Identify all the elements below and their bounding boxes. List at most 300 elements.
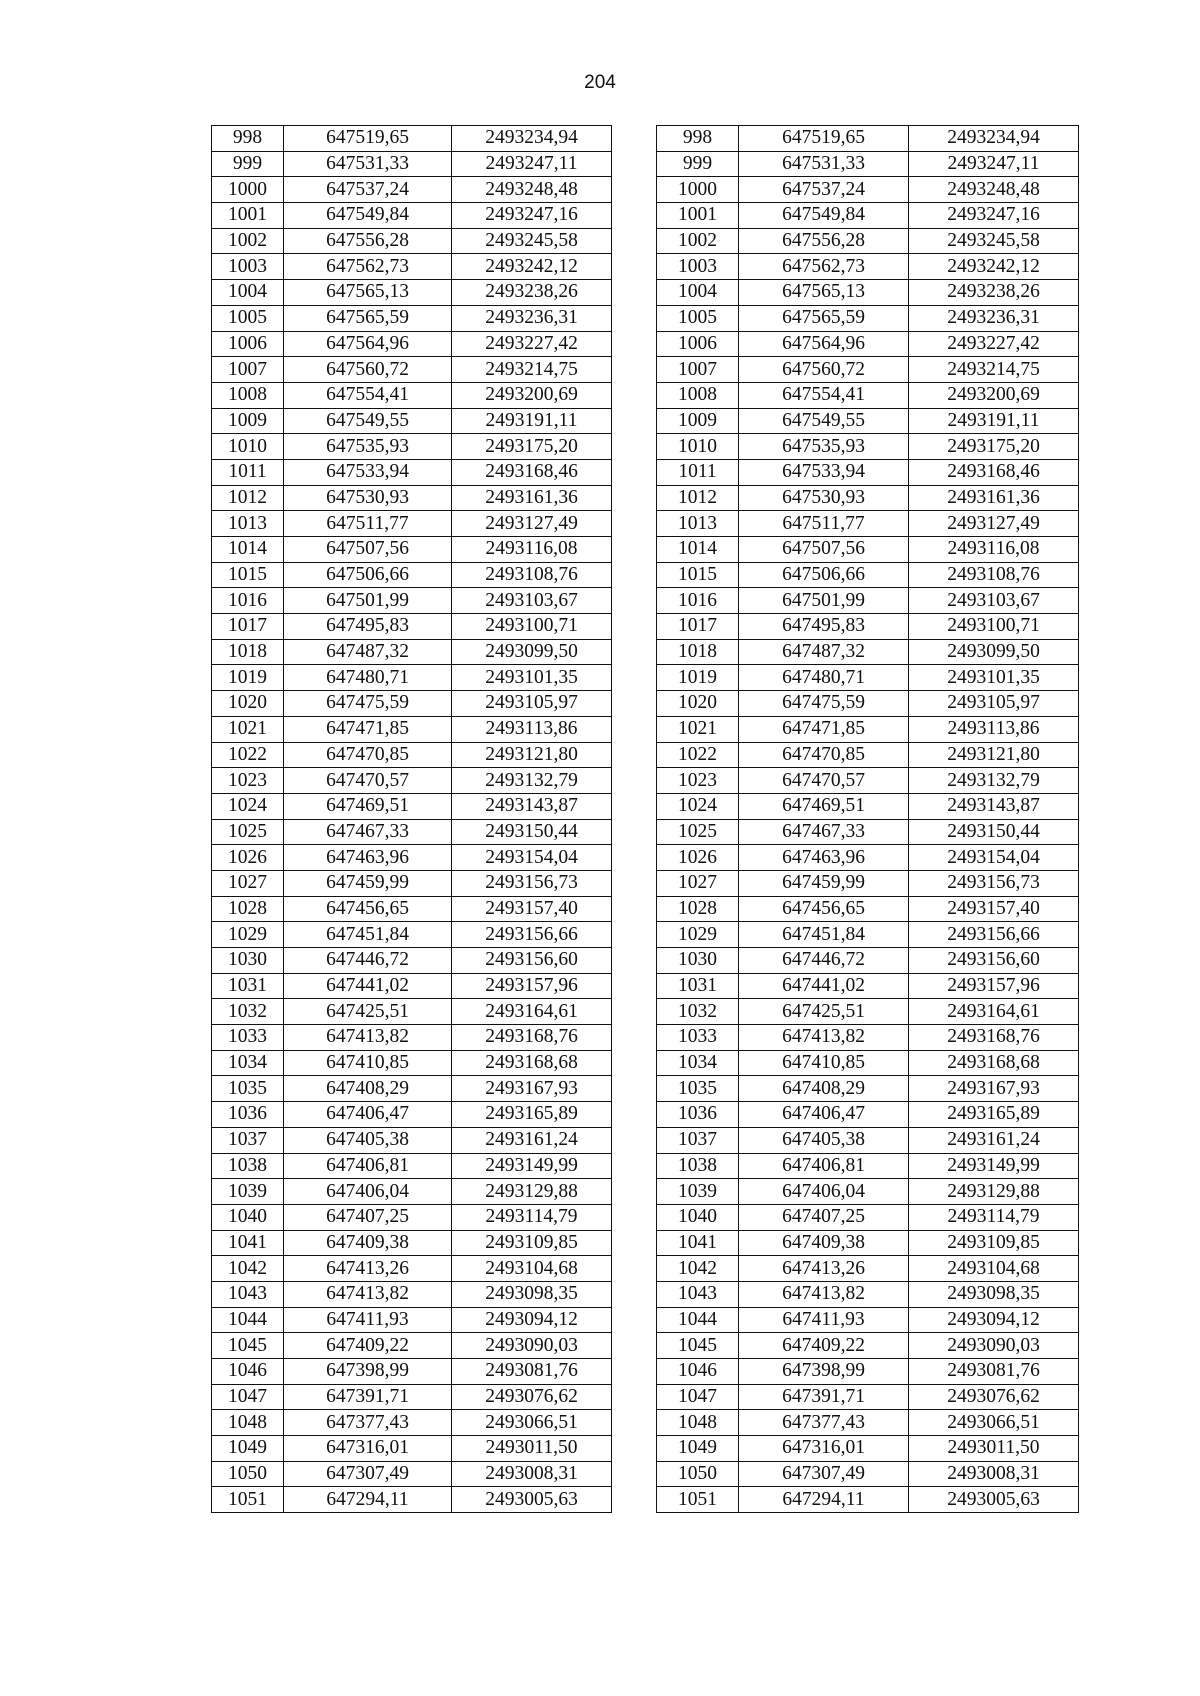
left-point-number-cell: 1049 xyxy=(212,1436,284,1462)
right-point-number-cell: 1032 xyxy=(657,999,739,1025)
left-point-number-cell: 1043 xyxy=(212,1281,284,1307)
left-y-coordinate-cell: 2493247,16 xyxy=(452,203,612,229)
right-y-coordinate-cell: 2493168,46 xyxy=(909,459,1079,485)
left-y-coordinate-cell: 2493076,62 xyxy=(452,1384,612,1410)
left-x-coordinate-cell: 647294,11 xyxy=(284,1487,452,1513)
column-gap xyxy=(612,382,657,408)
left-x-coordinate-cell: 647565,13 xyxy=(284,280,452,306)
left-y-coordinate-cell: 2493157,40 xyxy=(452,896,612,922)
left-y-coordinate-cell: 2493105,97 xyxy=(452,691,612,717)
left-point-number-cell: 1048 xyxy=(212,1410,284,1436)
right-x-coordinate-cell: 647405,38 xyxy=(739,1127,909,1153)
table-row xyxy=(212,1281,1079,1307)
left-point-number-cell: 1039 xyxy=(212,1179,284,1205)
left-y-coordinate-cell: 2493127,49 xyxy=(452,511,612,537)
left-y-coordinate-cell: 2493214,75 xyxy=(452,357,612,383)
left-y-coordinate-cell: 2493234,94 xyxy=(452,126,612,152)
left-x-coordinate-cell: 647316,01 xyxy=(284,1436,452,1462)
right-point-number-cell: 1049 xyxy=(657,1436,739,1462)
right-x-coordinate-cell: 647294,11 xyxy=(739,1487,909,1513)
left-point-number-cell: 1035 xyxy=(212,1076,284,1102)
left-y-coordinate-cell: 2493168,68 xyxy=(452,1050,612,1076)
left-y-coordinate-cell: 2493132,79 xyxy=(452,768,612,794)
column-gap xyxy=(612,1076,657,1102)
table-row xyxy=(212,1230,1079,1256)
left-y-coordinate-cell: 2493150,44 xyxy=(452,819,612,845)
right-point-number-cell: 1007 xyxy=(657,357,739,383)
table-row xyxy=(212,588,1079,614)
left-x-coordinate-cell: 647377,43 xyxy=(284,1410,452,1436)
left-x-coordinate-cell: 647471,85 xyxy=(284,716,452,742)
right-y-coordinate-cell: 2493156,60 xyxy=(909,948,1079,974)
left-y-coordinate-cell: 2493200,69 xyxy=(452,382,612,408)
right-y-coordinate-cell: 2493238,26 xyxy=(909,280,1079,306)
table-row xyxy=(212,331,1079,357)
left-y-coordinate-cell: 2493143,87 xyxy=(452,793,612,819)
column-gap xyxy=(612,126,657,152)
right-y-coordinate-cell: 2493200,69 xyxy=(909,382,1079,408)
table-row xyxy=(212,870,1079,896)
left-point-number-cell: 1026 xyxy=(212,845,284,871)
column-gap xyxy=(612,305,657,331)
right-point-number-cell: 1044 xyxy=(657,1307,739,1333)
right-y-coordinate-cell: 2493247,11 xyxy=(909,151,1079,177)
table-row xyxy=(212,305,1079,331)
right-y-coordinate-cell: 2493247,16 xyxy=(909,203,1079,229)
left-x-coordinate-cell: 647406,81 xyxy=(284,1153,452,1179)
left-y-coordinate-cell: 2493081,76 xyxy=(452,1359,612,1385)
left-point-number-cell: 1034 xyxy=(212,1050,284,1076)
left-point-number-cell: 1029 xyxy=(212,922,284,948)
right-x-coordinate-cell: 647456,65 xyxy=(739,896,909,922)
left-x-coordinate-cell: 647511,77 xyxy=(284,511,452,537)
right-x-coordinate-cell: 647408,29 xyxy=(739,1076,909,1102)
right-x-coordinate-cell: 647554,41 xyxy=(739,382,909,408)
column-gap xyxy=(612,228,657,254)
left-x-coordinate-cell: 647391,71 xyxy=(284,1384,452,1410)
left-point-number-cell: 1025 xyxy=(212,819,284,845)
right-x-coordinate-cell: 647413,82 xyxy=(739,1025,909,1051)
column-gap xyxy=(612,151,657,177)
left-point-number-cell: 1009 xyxy=(212,408,284,434)
right-point-number-cell: 1018 xyxy=(657,639,739,665)
right-point-number-cell: 1034 xyxy=(657,1050,739,1076)
left-x-coordinate-cell: 647554,41 xyxy=(284,382,452,408)
left-y-coordinate-cell: 2493101,35 xyxy=(452,665,612,691)
table-row xyxy=(212,768,1079,794)
left-x-coordinate-cell: 647480,71 xyxy=(284,665,452,691)
table-row xyxy=(212,665,1079,691)
right-x-coordinate-cell: 647413,26 xyxy=(739,1256,909,1282)
right-y-coordinate-cell: 2493214,75 xyxy=(909,357,1079,383)
right-x-coordinate-cell: 647441,02 xyxy=(739,973,909,999)
right-point-number-cell: 1002 xyxy=(657,228,739,254)
left-x-coordinate-cell: 647467,33 xyxy=(284,819,452,845)
table-row xyxy=(212,716,1079,742)
table-row xyxy=(212,1050,1079,1076)
right-x-coordinate-cell: 647398,99 xyxy=(739,1359,909,1385)
left-y-coordinate-cell: 2493011,50 xyxy=(452,1436,612,1462)
left-x-coordinate-cell: 647565,59 xyxy=(284,305,452,331)
column-gap xyxy=(612,1179,657,1205)
right-y-coordinate-cell: 2493066,51 xyxy=(909,1410,1079,1436)
column-gap xyxy=(612,280,657,306)
right-y-coordinate-cell: 2493234,94 xyxy=(909,126,1079,152)
column-gap xyxy=(612,1359,657,1385)
left-y-coordinate-cell: 2493149,99 xyxy=(452,1153,612,1179)
table-row xyxy=(212,1179,1079,1205)
right-x-coordinate-cell: 647556,28 xyxy=(739,228,909,254)
left-y-coordinate-cell: 2493066,51 xyxy=(452,1410,612,1436)
left-point-number-cell: 1007 xyxy=(212,357,284,383)
right-x-coordinate-cell: 647425,51 xyxy=(739,999,909,1025)
right-x-coordinate-cell: 647406,47 xyxy=(739,1102,909,1128)
left-y-coordinate-cell: 2493005,63 xyxy=(452,1487,612,1513)
table-row xyxy=(212,614,1079,640)
left-point-number-cell: 1050 xyxy=(212,1461,284,1487)
table-row xyxy=(212,845,1079,871)
left-point-number-cell: 1006 xyxy=(212,331,284,357)
table-row xyxy=(212,151,1079,177)
right-x-coordinate-cell: 647467,33 xyxy=(739,819,909,845)
left-x-coordinate-cell: 647549,55 xyxy=(284,408,452,434)
right-y-coordinate-cell: 2493168,68 xyxy=(909,1050,1079,1076)
column-gap xyxy=(612,1461,657,1487)
table-row xyxy=(212,999,1079,1025)
left-x-coordinate-cell: 647451,84 xyxy=(284,922,452,948)
column-gap xyxy=(612,408,657,434)
right-y-coordinate-cell: 2493104,68 xyxy=(909,1256,1079,1282)
right-point-number-cell: 1037 xyxy=(657,1127,739,1153)
left-y-coordinate-cell: 2493104,68 xyxy=(452,1256,612,1282)
left-x-coordinate-cell: 647406,04 xyxy=(284,1179,452,1205)
left-point-number-cell: 1037 xyxy=(212,1127,284,1153)
table-row xyxy=(212,1153,1079,1179)
left-y-coordinate-cell: 2493100,71 xyxy=(452,614,612,640)
right-x-coordinate-cell: 647565,59 xyxy=(739,305,909,331)
right-x-coordinate-cell: 647495,83 xyxy=(739,614,909,640)
right-x-coordinate-cell: 647446,72 xyxy=(739,948,909,974)
left-point-number-cell: 1021 xyxy=(212,716,284,742)
right-y-coordinate-cell: 2493132,79 xyxy=(909,768,1079,794)
column-gap xyxy=(612,434,657,460)
right-y-coordinate-cell: 2493103,67 xyxy=(909,588,1079,614)
right-y-coordinate-cell: 2493101,35 xyxy=(909,665,1079,691)
left-x-coordinate-cell: 647413,82 xyxy=(284,1281,452,1307)
left-x-coordinate-cell: 647425,51 xyxy=(284,999,452,1025)
left-y-coordinate-cell: 2493165,89 xyxy=(452,1102,612,1128)
left-point-number-cell: 1013 xyxy=(212,511,284,537)
right-x-coordinate-cell: 647533,94 xyxy=(739,459,909,485)
left-x-coordinate-cell: 647413,82 xyxy=(284,1025,452,1051)
table-row xyxy=(212,1333,1079,1359)
left-x-coordinate-cell: 647530,93 xyxy=(284,485,452,511)
left-point-number-cell: 1047 xyxy=(212,1384,284,1410)
right-y-coordinate-cell: 2493242,12 xyxy=(909,254,1079,280)
left-y-coordinate-cell: 2493168,46 xyxy=(452,459,612,485)
left-point-number-cell: 1011 xyxy=(212,459,284,485)
left-point-number-cell: 1030 xyxy=(212,948,284,974)
left-point-number-cell: 1044 xyxy=(212,1307,284,1333)
column-gap xyxy=(612,1050,657,1076)
right-x-coordinate-cell: 647560,72 xyxy=(739,357,909,383)
column-gap xyxy=(612,1256,657,1282)
right-x-coordinate-cell: 647470,85 xyxy=(739,742,909,768)
table-row xyxy=(212,819,1079,845)
column-gap xyxy=(612,357,657,383)
right-point-number-cell: 1016 xyxy=(657,588,739,614)
right-point-number-cell: 1003 xyxy=(657,254,739,280)
right-x-coordinate-cell: 647410,85 xyxy=(739,1050,909,1076)
right-point-number-cell: 1019 xyxy=(657,665,739,691)
right-point-number-cell: 1029 xyxy=(657,922,739,948)
right-point-number-cell: 1051 xyxy=(657,1487,739,1513)
table-row xyxy=(212,562,1079,588)
left-point-number-cell: 1046 xyxy=(212,1359,284,1385)
left-point-number-cell: 1016 xyxy=(212,588,284,614)
right-point-number-cell: 1008 xyxy=(657,382,739,408)
table-row xyxy=(212,511,1079,537)
table-row xyxy=(212,691,1079,717)
left-x-coordinate-cell: 647533,94 xyxy=(284,459,452,485)
right-y-coordinate-cell: 2493248,48 xyxy=(909,177,1079,203)
column-gap xyxy=(612,819,657,845)
column-gap xyxy=(612,845,657,871)
left-y-coordinate-cell: 2493245,58 xyxy=(452,228,612,254)
left-x-coordinate-cell: 647564,96 xyxy=(284,331,452,357)
column-gap xyxy=(612,896,657,922)
right-y-coordinate-cell: 2493100,71 xyxy=(909,614,1079,640)
right-point-number-cell: 1017 xyxy=(657,614,739,640)
left-x-coordinate-cell: 647487,32 xyxy=(284,639,452,665)
right-point-number-cell: 1012 xyxy=(657,485,739,511)
table-row xyxy=(212,357,1079,383)
right-y-coordinate-cell: 2493076,62 xyxy=(909,1384,1079,1410)
left-x-coordinate-cell: 647463,96 xyxy=(284,845,452,871)
left-y-coordinate-cell: 2493156,73 xyxy=(452,870,612,896)
left-y-coordinate-cell: 2493247,11 xyxy=(452,151,612,177)
left-y-coordinate-cell: 2493109,85 xyxy=(452,1230,612,1256)
left-point-number-cell: 1038 xyxy=(212,1153,284,1179)
right-y-coordinate-cell: 2493175,20 xyxy=(909,434,1079,460)
right-point-number-cell: 1038 xyxy=(657,1153,739,1179)
left-x-coordinate-cell: 647470,57 xyxy=(284,768,452,794)
left-y-coordinate-cell: 2493227,42 xyxy=(452,331,612,357)
table-row xyxy=(212,1359,1079,1385)
column-gap xyxy=(612,1410,657,1436)
left-x-coordinate-cell: 647408,29 xyxy=(284,1076,452,1102)
left-x-coordinate-cell: 647556,28 xyxy=(284,228,452,254)
left-point-number-cell: 1040 xyxy=(212,1204,284,1230)
left-y-coordinate-cell: 2493242,12 xyxy=(452,254,612,280)
column-gap xyxy=(612,1384,657,1410)
right-point-number-cell: 1043 xyxy=(657,1281,739,1307)
column-gap xyxy=(612,691,657,717)
table-row xyxy=(212,1436,1079,1462)
left-x-coordinate-cell: 647409,38 xyxy=(284,1230,452,1256)
right-point-number-cell: 1014 xyxy=(657,537,739,563)
table-row xyxy=(212,485,1079,511)
coordinates-table xyxy=(211,125,1079,1513)
left-x-coordinate-cell: 647549,84 xyxy=(284,203,452,229)
left-point-number-cell: 1019 xyxy=(212,665,284,691)
right-y-coordinate-cell: 2493129,88 xyxy=(909,1179,1079,1205)
coordinates-table-body xyxy=(212,126,1079,1513)
left-y-coordinate-cell: 2493238,26 xyxy=(452,280,612,306)
column-gap xyxy=(612,511,657,537)
table-row xyxy=(212,1076,1079,1102)
right-y-coordinate-cell: 2493157,40 xyxy=(909,896,1079,922)
right-y-coordinate-cell: 2493191,11 xyxy=(909,408,1079,434)
right-x-coordinate-cell: 647411,93 xyxy=(739,1307,909,1333)
right-point-number-cell: 1041 xyxy=(657,1230,739,1256)
right-x-coordinate-cell: 647469,51 xyxy=(739,793,909,819)
left-y-coordinate-cell: 2493236,31 xyxy=(452,305,612,331)
left-point-number-cell: 1004 xyxy=(212,280,284,306)
column-gap xyxy=(612,562,657,588)
right-y-coordinate-cell: 2493227,42 xyxy=(909,331,1079,357)
left-x-coordinate-cell: 647441,02 xyxy=(284,973,452,999)
right-y-coordinate-cell: 2493161,24 xyxy=(909,1127,1079,1153)
left-y-coordinate-cell: 2493175,20 xyxy=(452,434,612,460)
right-y-coordinate-cell: 2493116,08 xyxy=(909,537,1079,563)
left-y-coordinate-cell: 2493008,31 xyxy=(452,1461,612,1487)
right-y-coordinate-cell: 2493008,31 xyxy=(909,1461,1079,1487)
left-x-coordinate-cell: 647407,25 xyxy=(284,1204,452,1230)
right-point-number-cell: 1015 xyxy=(657,562,739,588)
right-x-coordinate-cell: 647565,13 xyxy=(739,280,909,306)
right-x-coordinate-cell: 647530,93 xyxy=(739,485,909,511)
right-y-coordinate-cell: 2493154,04 xyxy=(909,845,1079,871)
right-x-coordinate-cell: 647459,99 xyxy=(739,870,909,896)
column-gap xyxy=(612,639,657,665)
left-point-number-cell: 1000 xyxy=(212,177,284,203)
right-x-coordinate-cell: 647501,99 xyxy=(739,588,909,614)
right-y-coordinate-cell: 2493108,76 xyxy=(909,562,1079,588)
left-x-coordinate-cell: 647446,72 xyxy=(284,948,452,974)
left-point-number-cell: 1014 xyxy=(212,537,284,563)
right-x-coordinate-cell: 647377,43 xyxy=(739,1410,909,1436)
table-row xyxy=(212,408,1079,434)
column-gap xyxy=(612,793,657,819)
column-gap xyxy=(612,1436,657,1462)
left-x-coordinate-cell: 647495,83 xyxy=(284,614,452,640)
right-point-number-cell: 1035 xyxy=(657,1076,739,1102)
left-x-coordinate-cell: 647475,59 xyxy=(284,691,452,717)
left-x-coordinate-cell: 647405,38 xyxy=(284,1127,452,1153)
right-y-coordinate-cell: 2493143,87 xyxy=(909,793,1079,819)
right-point-number-cell: 1004 xyxy=(657,280,739,306)
column-gap xyxy=(612,1102,657,1128)
left-y-coordinate-cell: 2493113,86 xyxy=(452,716,612,742)
right-y-coordinate-cell: 2493081,76 xyxy=(909,1359,1079,1385)
left-y-coordinate-cell: 2493094,12 xyxy=(452,1307,612,1333)
right-x-coordinate-cell: 647537,24 xyxy=(739,177,909,203)
table-row xyxy=(212,1256,1079,1282)
right-y-coordinate-cell: 2493113,86 xyxy=(909,716,1079,742)
right-point-number-cell: 1026 xyxy=(657,845,739,871)
left-y-coordinate-cell: 2493248,48 xyxy=(452,177,612,203)
left-point-number-cell: 1015 xyxy=(212,562,284,588)
left-x-coordinate-cell: 647537,24 xyxy=(284,177,452,203)
left-y-coordinate-cell: 2493099,50 xyxy=(452,639,612,665)
table-row xyxy=(212,382,1079,408)
left-point-number-cell: 1041 xyxy=(212,1230,284,1256)
column-gap xyxy=(612,1230,657,1256)
left-y-coordinate-cell: 2493098,35 xyxy=(452,1281,612,1307)
right-point-number-cell: 998 xyxy=(657,126,739,152)
left-point-number-cell: 1017 xyxy=(212,614,284,640)
table-row xyxy=(212,1384,1079,1410)
left-y-coordinate-cell: 2493164,61 xyxy=(452,999,612,1025)
right-x-coordinate-cell: 647564,96 xyxy=(739,331,909,357)
table-row xyxy=(212,126,1079,152)
page-number: 204 xyxy=(584,72,616,93)
right-y-coordinate-cell: 2493127,49 xyxy=(909,511,1079,537)
column-gap xyxy=(612,254,657,280)
left-point-number-cell: 1032 xyxy=(212,999,284,1025)
right-y-coordinate-cell: 2493164,61 xyxy=(909,999,1079,1025)
right-y-coordinate-cell: 2493149,99 xyxy=(909,1153,1079,1179)
right-point-number-cell: 1000 xyxy=(657,177,739,203)
table-row xyxy=(212,434,1079,460)
left-point-number-cell: 1020 xyxy=(212,691,284,717)
right-y-coordinate-cell: 2493245,58 xyxy=(909,228,1079,254)
column-gap xyxy=(612,1281,657,1307)
left-x-coordinate-cell: 647398,99 xyxy=(284,1359,452,1385)
right-x-coordinate-cell: 647562,73 xyxy=(739,254,909,280)
left-y-coordinate-cell: 2493154,04 xyxy=(452,845,612,871)
left-y-coordinate-cell: 2493161,24 xyxy=(452,1127,612,1153)
right-x-coordinate-cell: 647531,33 xyxy=(739,151,909,177)
left-point-number-cell: 1051 xyxy=(212,1487,284,1513)
left-x-coordinate-cell: 647469,51 xyxy=(284,793,452,819)
right-x-coordinate-cell: 647511,77 xyxy=(739,511,909,537)
right-point-number-cell: 1021 xyxy=(657,716,739,742)
column-gap xyxy=(612,485,657,511)
column-gap xyxy=(612,665,657,691)
left-x-coordinate-cell: 647507,56 xyxy=(284,537,452,563)
left-y-coordinate-cell: 2493157,96 xyxy=(452,973,612,999)
right-point-number-cell: 1048 xyxy=(657,1410,739,1436)
left-point-number-cell: 1002 xyxy=(212,228,284,254)
right-y-coordinate-cell: 2493011,50 xyxy=(909,1436,1079,1462)
left-point-number-cell: 999 xyxy=(212,151,284,177)
right-point-number-cell: 1042 xyxy=(657,1256,739,1282)
right-x-coordinate-cell: 647406,81 xyxy=(739,1153,909,1179)
right-y-coordinate-cell: 2493161,36 xyxy=(909,485,1079,511)
column-gap xyxy=(612,1487,657,1513)
left-point-number-cell: 1031 xyxy=(212,973,284,999)
right-point-number-cell: 1046 xyxy=(657,1359,739,1385)
right-x-coordinate-cell: 647409,22 xyxy=(739,1333,909,1359)
table-row xyxy=(212,1461,1079,1487)
right-x-coordinate-cell: 647535,93 xyxy=(739,434,909,460)
left-x-coordinate-cell: 647560,72 xyxy=(284,357,452,383)
left-y-coordinate-cell: 2493108,76 xyxy=(452,562,612,588)
table-row xyxy=(212,793,1079,819)
left-point-number-cell: 1003 xyxy=(212,254,284,280)
left-y-coordinate-cell: 2493168,76 xyxy=(452,1025,612,1051)
right-y-coordinate-cell: 2493121,80 xyxy=(909,742,1079,768)
right-y-coordinate-cell: 2493168,76 xyxy=(909,1025,1079,1051)
right-point-number-cell: 1006 xyxy=(657,331,739,357)
left-y-coordinate-cell: 2493167,93 xyxy=(452,1076,612,1102)
column-gap xyxy=(612,459,657,485)
left-x-coordinate-cell: 647519,65 xyxy=(284,126,452,152)
table-row xyxy=(212,1127,1079,1153)
column-gap xyxy=(612,716,657,742)
